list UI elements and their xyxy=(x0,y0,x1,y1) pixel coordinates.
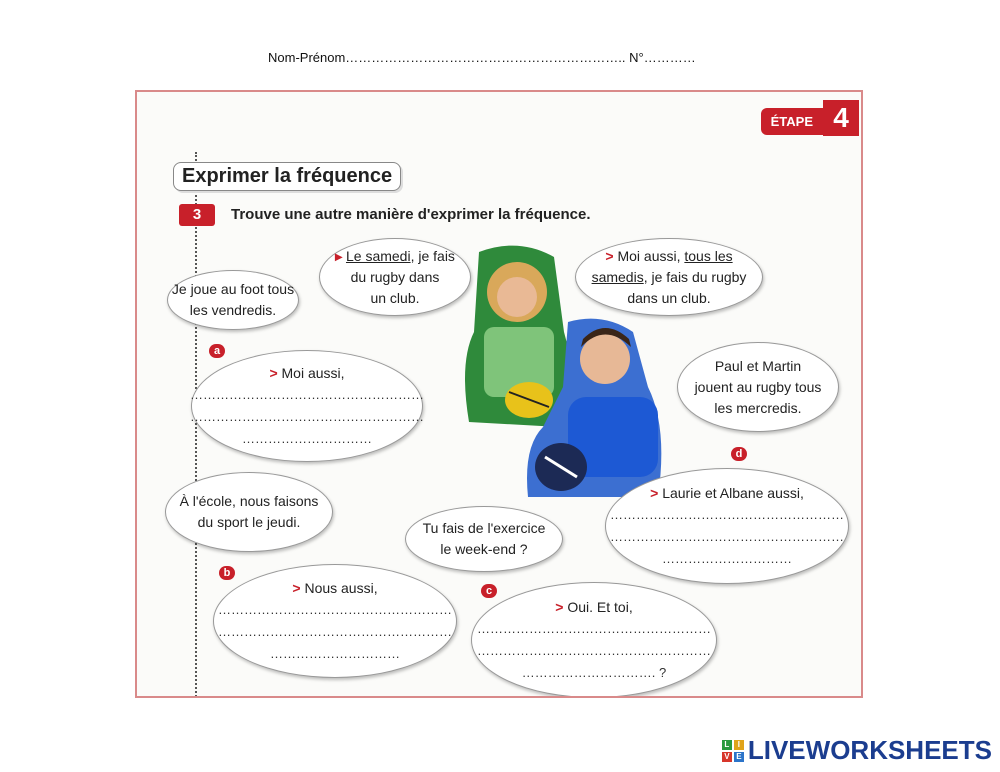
logo-letter: L xyxy=(722,740,732,750)
bubble-text: Je joue au foot tous xyxy=(171,281,295,297)
bubble-text: À l'école, nous faisons xyxy=(179,493,319,509)
answer-line[interactable]: ……………………………………………… xyxy=(477,642,711,658)
logo-mark-icon xyxy=(722,740,744,762)
speech-bubble-exercice xyxy=(405,506,563,572)
bubble-text: du rugby dans xyxy=(350,268,440,285)
speech-bubble-samedi xyxy=(319,238,471,316)
bubble-text: Tu fais de l'exercice xyxy=(422,520,546,536)
answer-line[interactable]: ………………………… xyxy=(662,550,792,566)
answer-line[interactable]: ……………………………………………… xyxy=(218,601,452,617)
bubble-text: les mercredis. xyxy=(714,399,802,416)
answer-bubble-a[interactable] xyxy=(191,350,423,462)
answer-line[interactable]: ……………………………………………… xyxy=(190,408,424,424)
name-number-line: Nom-Prénom……………………………………………………….. N°………… xyxy=(268,50,696,65)
bubble-text: Paul et Martin xyxy=(714,357,802,374)
brand-name: LIVEWORKSHEETS xyxy=(747,735,992,765)
bubble-text: , je fais du rugby xyxy=(643,268,747,285)
answer-label-c: c xyxy=(481,584,497,598)
boy-with-rugby-ball-photo xyxy=(523,317,668,502)
bubble-text: le week-end ? xyxy=(440,541,528,557)
logo-letter: E xyxy=(734,752,744,762)
bubble-text: un club. xyxy=(370,289,420,306)
arrow-icon: > xyxy=(292,579,301,596)
speech-bubble-foot xyxy=(167,270,299,330)
answer-bubble-b[interactable] xyxy=(213,564,457,678)
answer-line[interactable]: ……………………………………………… xyxy=(190,386,424,402)
answer-intro: Moi aussi, xyxy=(281,364,345,381)
arrow-icon: > xyxy=(555,598,564,615)
answer-bubble-c[interactable] xyxy=(471,582,717,698)
page-title: Exprimer la fréquence xyxy=(173,162,401,191)
logo-letter: V xyxy=(722,752,732,762)
bubble-text: jouent au rugby tous xyxy=(694,378,822,395)
arrow-icon: > xyxy=(269,364,278,381)
bubble-text: Moi aussi, xyxy=(617,247,685,264)
speech-bubble-paul-martin xyxy=(677,342,839,432)
bubble-text: , je fais xyxy=(410,247,455,264)
logo-letter: I xyxy=(734,740,744,750)
bubble-text-underlined: tous les xyxy=(684,247,733,264)
arrow-icon: ▸ xyxy=(335,247,343,264)
answer-line[interactable]: ……………………………………………… xyxy=(218,623,452,639)
answer-intro: Oui. Et toi, xyxy=(567,598,633,615)
arrow-icon: > xyxy=(650,484,659,501)
bubble-text: du sport le jeudi. xyxy=(197,514,301,530)
speech-bubble-ecole xyxy=(165,472,333,552)
etape-badge: ÉTAPE xyxy=(761,108,823,135)
etape-number: 4 xyxy=(823,100,859,136)
answer-intro: Laurie et Albane aussi, xyxy=(662,484,804,501)
answer-line[interactable]: ………………………… xyxy=(242,430,372,446)
answer-line[interactable]: ……………………………………………… xyxy=(610,528,844,544)
answer-label-d: d xyxy=(731,447,747,461)
arrow-icon: > xyxy=(605,247,614,264)
bubble-text: les vendredis. xyxy=(189,302,277,318)
bubble-text-underlined: samedis xyxy=(591,268,644,285)
exercise-number: 3 xyxy=(179,204,215,226)
worksheet-page xyxy=(135,90,863,698)
exercise-instruction: Trouve une autre manière d'exprimer la fréquence. xyxy=(231,206,591,223)
speech-bubble-moi-aussi-tous-les-samedis xyxy=(575,238,763,316)
answer-line[interactable]: ………………………… xyxy=(270,645,400,661)
bubble-text: dans un club. xyxy=(627,289,711,306)
liveworksheets-logo xyxy=(722,735,992,766)
answer-line[interactable]: ……………………………………………… xyxy=(610,506,844,522)
answer-bubble-d[interactable] xyxy=(605,468,849,584)
answer-intro: Nous aussi, xyxy=(304,579,378,596)
answer-label-b: b xyxy=(219,566,235,580)
answer-label-a: a xyxy=(209,344,225,358)
answer-line[interactable]: …………………………. ? xyxy=(521,664,667,680)
answer-line[interactable]: ……………………………………………… xyxy=(477,620,711,636)
bubble-text-underlined: Le samedi xyxy=(345,247,411,264)
